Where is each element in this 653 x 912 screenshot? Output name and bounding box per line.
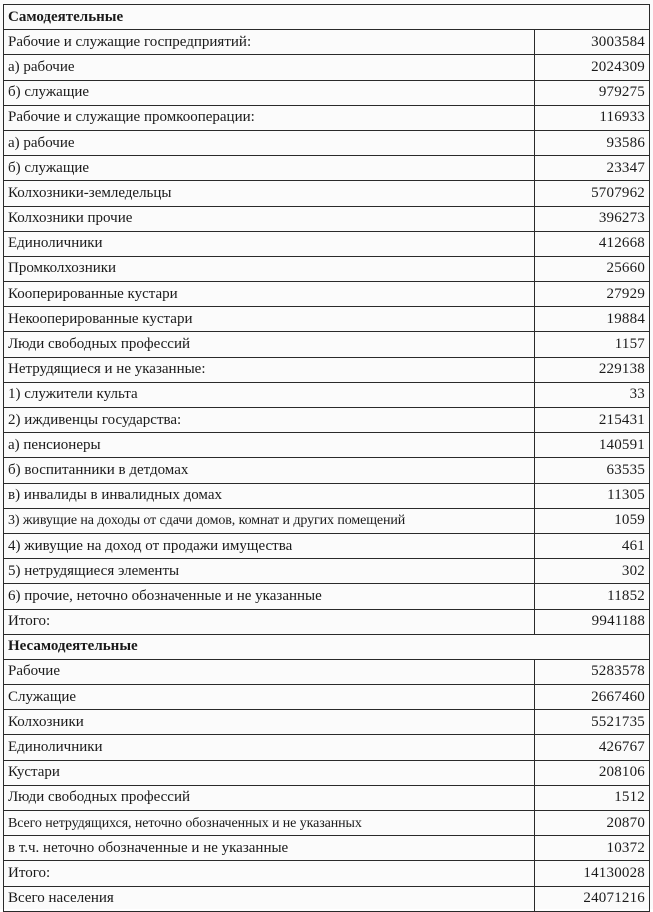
table-row bbox=[4, 735, 650, 760]
row-value: 11305 bbox=[535, 483, 650, 508]
row-value: 11852 bbox=[535, 584, 650, 609]
row-label: 6) прочие, неточно обозначенные и не указанные bbox=[4, 584, 535, 609]
table-row bbox=[4, 433, 650, 458]
row-label: б) служащие bbox=[4, 80, 535, 105]
row-value: 23347 bbox=[535, 156, 650, 181]
row-value: 3003584 bbox=[535, 30, 650, 55]
row-value: 1059 bbox=[535, 508, 650, 533]
row-label: Рабочие и служащие госпредприятий: bbox=[4, 30, 535, 55]
table-row bbox=[4, 685, 650, 710]
row-value: 5521735 bbox=[535, 710, 650, 735]
row-value: 302 bbox=[535, 559, 650, 584]
row-value: 27929 bbox=[535, 282, 650, 307]
row-value: 25660 bbox=[535, 256, 650, 281]
row-label: Нетрудящиеся и не указанные: bbox=[4, 357, 535, 382]
row-value: 19884 bbox=[535, 307, 650, 332]
row-label: 1) служители культа bbox=[4, 382, 535, 407]
table-row bbox=[4, 659, 650, 684]
row-label: 2) иждивенцы государства: bbox=[4, 408, 535, 433]
row-label: Служащие bbox=[4, 685, 535, 710]
row-value: 396273 bbox=[535, 206, 650, 231]
table-row-total bbox=[4, 861, 650, 886]
row-value: 1512 bbox=[535, 785, 650, 810]
table-row-grand-total bbox=[4, 886, 650, 911]
row-value: 208106 bbox=[535, 760, 650, 785]
row-value: 979275 bbox=[535, 80, 650, 105]
row-value: 426767 bbox=[535, 735, 650, 760]
population-table-body bbox=[4, 5, 650, 912]
table-row bbox=[4, 30, 650, 55]
table-row-total bbox=[4, 609, 650, 634]
row-label: б) воспитанники в детдомах bbox=[4, 458, 535, 483]
table-row bbox=[4, 130, 650, 155]
table-row bbox=[4, 533, 650, 558]
table-row bbox=[4, 206, 650, 231]
section-title: Несамодеятельные bbox=[4, 634, 650, 659]
table-row bbox=[4, 508, 650, 533]
row-value: 229138 bbox=[535, 357, 650, 382]
table-row bbox=[4, 458, 650, 483]
row-label: а) рабочие bbox=[4, 55, 535, 80]
row-label: б) служащие bbox=[4, 156, 535, 181]
row-label: Колхозники bbox=[4, 710, 535, 735]
row-value: 2024309 bbox=[535, 55, 650, 80]
row-value: 93586 bbox=[535, 130, 650, 155]
table-row bbox=[4, 382, 650, 407]
row-value: 116933 bbox=[535, 105, 650, 130]
row-value: 10372 bbox=[535, 836, 650, 861]
row-label: Колхозники прочие bbox=[4, 206, 535, 231]
row-label: Колхозники-земледельцы bbox=[4, 181, 535, 206]
row-value: 9941188 bbox=[535, 609, 650, 634]
row-label: 3) живущие на доходы от сдачи домов, комнат и других помещений bbox=[4, 508, 535, 533]
row-label: Кустари bbox=[4, 760, 535, 785]
row-label: Рабочие bbox=[4, 659, 535, 684]
section-header-self-employed bbox=[4, 5, 650, 30]
row-label: Люди свободных профессий bbox=[4, 785, 535, 810]
table-row bbox=[4, 80, 650, 105]
table-row bbox=[4, 332, 650, 357]
table-row bbox=[4, 559, 650, 584]
row-label: в т.ч. неточно обозначенные и не указанные bbox=[4, 836, 535, 861]
table-row bbox=[4, 105, 650, 130]
row-label: а) пенсионеры bbox=[4, 433, 535, 458]
row-value: 215431 bbox=[535, 408, 650, 433]
row-value: 5707962 bbox=[535, 181, 650, 206]
table-row bbox=[4, 231, 650, 256]
row-value: 20870 bbox=[535, 811, 650, 836]
table-row bbox=[4, 282, 650, 307]
row-label: Рабочие и служащие промкооперации: bbox=[4, 105, 535, 130]
table-row bbox=[4, 836, 650, 861]
row-value: 14130028 bbox=[535, 861, 650, 886]
row-label: Всего нетрудящихся, неточно обозначенных и не указанных bbox=[4, 811, 535, 836]
table-row bbox=[4, 55, 650, 80]
table-row bbox=[4, 408, 650, 433]
table-row bbox=[4, 584, 650, 609]
table-row bbox=[4, 307, 650, 332]
row-label: Кооперированные кустари bbox=[4, 282, 535, 307]
row-label: Некооперированные кустари bbox=[4, 307, 535, 332]
row-label: 5) нетрудящиеся элементы bbox=[4, 559, 535, 584]
row-label: а) рабочие bbox=[4, 130, 535, 155]
table-row bbox=[4, 483, 650, 508]
section-header-dependents bbox=[4, 634, 650, 659]
table-row bbox=[4, 710, 650, 735]
row-label: 4) живущие на доход от продажи имущества bbox=[4, 533, 535, 558]
table-row bbox=[4, 760, 650, 785]
row-value: 1157 bbox=[535, 332, 650, 357]
row-label: Итого: bbox=[4, 609, 535, 634]
row-value: 24071216 bbox=[535, 886, 650, 911]
row-label: Промколхозники bbox=[4, 256, 535, 281]
row-label: Люди свободных профессий bbox=[4, 332, 535, 357]
row-label: Единоличники bbox=[4, 231, 535, 256]
section-title: Самодеятельные bbox=[4, 5, 650, 30]
table-row bbox=[4, 156, 650, 181]
table-row bbox=[4, 357, 650, 382]
table-row bbox=[4, 785, 650, 810]
population-table bbox=[3, 4, 650, 912]
row-value: 140591 bbox=[535, 433, 650, 458]
row-label: Итого: bbox=[4, 861, 535, 886]
row-value: 5283578 bbox=[535, 659, 650, 684]
row-label: Всего населения bbox=[4, 886, 535, 911]
row-label: Единоличники bbox=[4, 735, 535, 760]
table-row bbox=[4, 181, 650, 206]
row-value: 33 bbox=[535, 382, 650, 407]
row-label: в) инвалиды в инвалидных домах bbox=[4, 483, 535, 508]
row-value: 461 bbox=[535, 533, 650, 558]
row-value: 2667460 bbox=[535, 685, 650, 710]
table-row bbox=[4, 811, 650, 836]
row-value: 412668 bbox=[535, 231, 650, 256]
row-value: 63535 bbox=[535, 458, 650, 483]
table-row bbox=[4, 256, 650, 281]
